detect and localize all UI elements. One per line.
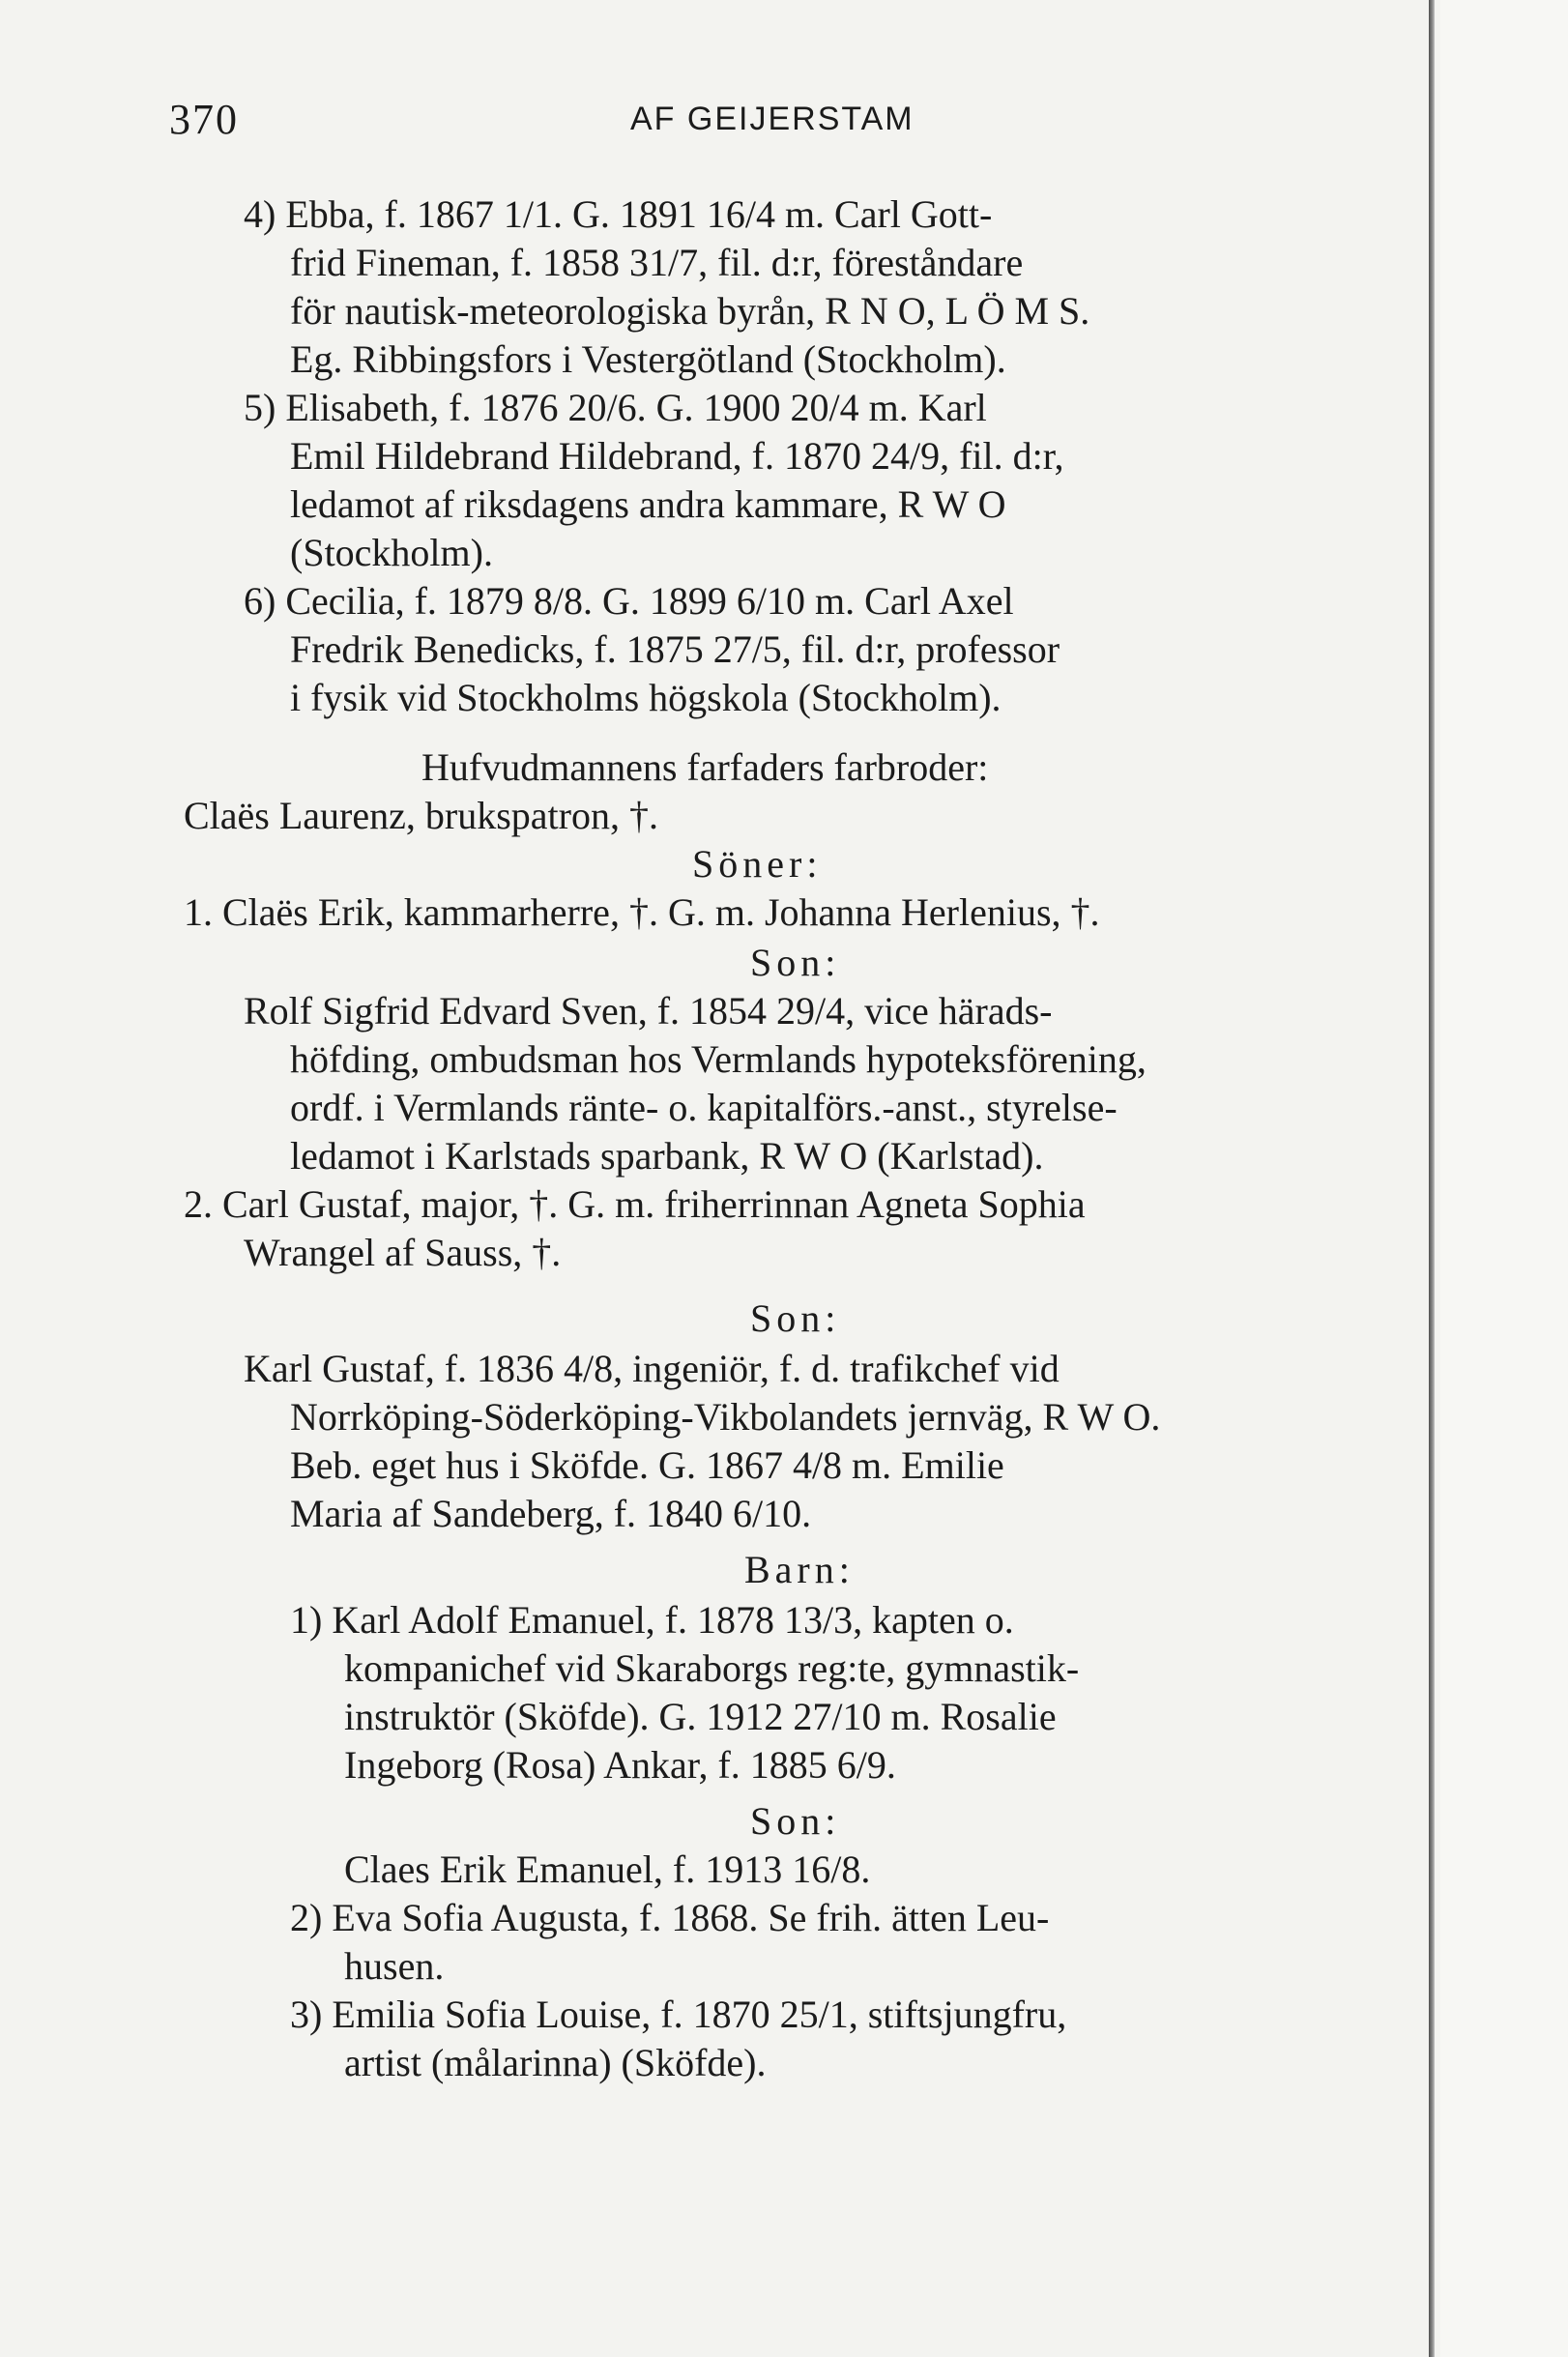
text-line-13: Claës Laurenz, brukspatron, †.: [184, 794, 658, 837]
page-number: 370: [169, 96, 239, 143]
text-line-21: 2. Carl Gustaf, major, †. G. m. friherrinnan Agneta Sophia: [184, 1182, 1086, 1226]
text-line-19: ordf. i Vermlands ränte- o. kapitalförs.-anst., styrelse-: [290, 1086, 1118, 1129]
text-line-6: Emil Hildebrand Hildebrand, f. 1870 24/9, fil. d:r,: [290, 434, 1064, 478]
text-line-32: Ingeborg (Rosa) Ankar, f. 1885 6/9.: [344, 1743, 896, 1787]
page-binding-edge: [1429, 0, 1435, 2357]
text-line-27: Maria af Sandeberg, f. 1840 6/10.: [290, 1492, 812, 1535]
text-line-22: Wrangel af Sauss, †.: [244, 1231, 562, 1274]
text-line-24: Karl Gustaf, f. 1836 4/8, ingeniör, f. d. trafikchef vid: [244, 1347, 1060, 1390]
text-line-5: 5) Elisabeth, f. 1876 20/6. G. 1900 20/4 m. Karl: [244, 386, 987, 429]
text-line-7: ledamot af riksdagens andra kammare, R W O: [290, 482, 1006, 526]
subheading-son-1: Son:: [750, 941, 841, 984]
subheading-son-2: Son:: [750, 1296, 841, 1340]
subheading-son-3: Son:: [750, 1799, 841, 1843]
text-line-30: kompanichef vid Skaraborgs reg:te, gymnastik-: [344, 1646, 1080, 1690]
text-line-1: 4) Ebba, f. 1867 1/1. G. 1891 16/4 m. Carl Gott-: [244, 192, 993, 236]
text-line-9: 6) Cecilia, f. 1879 8/8. G. 1899 6/10 m. Carl Axel: [244, 579, 1014, 623]
page-margin-background: [1440, 0, 1568, 2357]
text-line-20: ledamot i Karlstads sparbank, R W O (Karlstad).: [290, 1134, 1044, 1178]
text-line-10: Fredrik Benedicks, f. 1875 27/5, fil. d:r, professor: [290, 627, 1060, 671]
subheading-barn: Barn:: [744, 1548, 855, 1591]
text-line-2: frid Fineman, f. 1858 31/7, fil. d:r, föreståndare: [290, 241, 1024, 284]
text-line-8: (Stockholm).: [290, 531, 493, 574]
text-line-38: artist (målarinna) (Sköfde).: [344, 2041, 767, 2084]
text-line-31: instruktör (Sköfde). G. 1912 27/10 m. Rosalie: [344, 1695, 1057, 1738]
text-line-17: Rolf Sigfrid Edvard Sven, f. 1854 29/4, vice härads-: [244, 989, 1053, 1033]
text-line-11: i fysik vid Stockholms högskola (Stockholm).: [290, 676, 1002, 719]
text-line-26: Beb. eget hus i Sköfde. G. 1867 4/8 m. Emilie: [290, 1443, 1004, 1487]
text-line-34: Claes Erik Emanuel, f. 1913 16/8.: [344, 1848, 871, 1891]
text-line-25: Norrköping-Söderköping-Vikbolandets jernväg, R W O.: [290, 1395, 1161, 1439]
text-line-3: för nautisk-meteorologiska byrån, R N O, L Ö M S.: [290, 289, 1090, 333]
text-line-35: 2) Eva Sofia Augusta, f. 1868. Se frih. ätten Leu-: [290, 1896, 1050, 1939]
text-line-29: 1) Karl Adolf Emanuel, f. 1878 13/3, kapten o.: [290, 1598, 1014, 1642]
text-line-37: 3) Emilia Sofia Louise, f. 1870 25/1, stiftsjungfru,: [290, 1993, 1067, 2036]
text-line-15: 1. Claës Erik, kammarherre, †. G. m. Johanna Herlenius, †.: [184, 890, 1100, 934]
running-title: AF GEIJERSTAM: [630, 101, 915, 137]
text-line-4: Eg. Ribbingsfors i Vestergötland (Stockholm).: [290, 337, 1006, 381]
subheading-soner: Söner:: [692, 842, 823, 886]
text-line-36: husen.: [344, 1944, 445, 1988]
section-heading: Hufvudmannens farfaders farbroder:: [421, 745, 989, 789]
text-line-18: höfding, ombudsman hos Vermlands hypoteksförening,: [290, 1037, 1147, 1081]
